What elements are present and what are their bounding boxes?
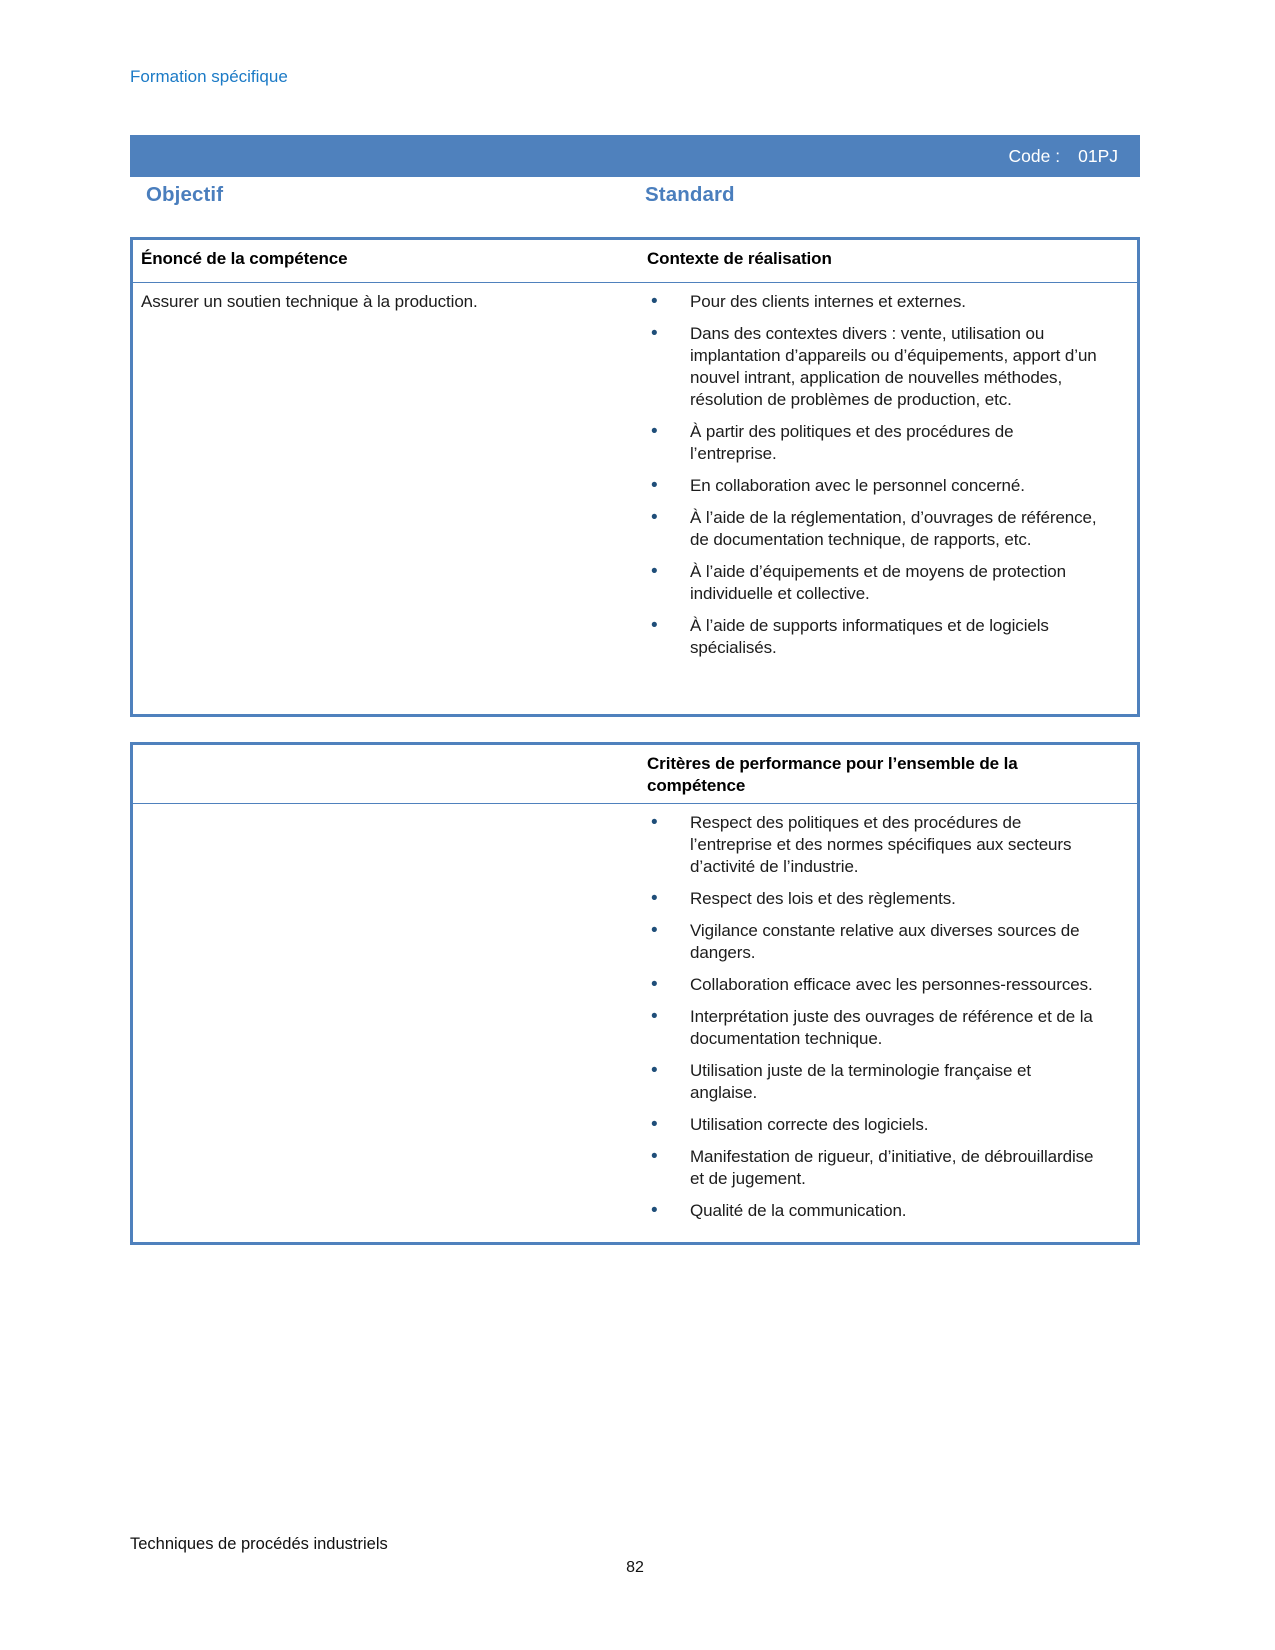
contexte-bullet-list bbox=[647, 291, 1097, 659]
code-value: 01PJ bbox=[1078, 146, 1118, 166]
enonce-header-cell bbox=[133, 240, 639, 282]
enonce-text: Assurer un soutien technique à la production. bbox=[141, 292, 478, 311]
contexte-cell bbox=[639, 283, 1137, 675]
bullet-item: • Respect des politiques et des procédures de l’entreprise et des normes spécifiques aux secteurs d’activité de l’industrie. bbox=[647, 812, 1097, 878]
page-number: 82 bbox=[626, 1559, 644, 1576]
bullet-item: • Respect des lois et des règlements. bbox=[647, 888, 1097, 910]
contexte-header-cell bbox=[639, 240, 1137, 282]
bullet-item: • À l’aide de la réglementation, d’ouvrages de référence, de documentation technique, de rapports, etc. bbox=[647, 507, 1097, 551]
bullet-item: • Vigilance constante relative aux diverses sources de dangers. bbox=[647, 920, 1097, 964]
bullet-item: • Qualité de la communication. bbox=[647, 1200, 1097, 1222]
enonce-cell bbox=[133, 283, 639, 675]
code-label: Code : bbox=[1008, 146, 1061, 166]
performance-table bbox=[130, 742, 1140, 1245]
performance-empty-header-cell bbox=[133, 745, 639, 803]
footer-program-name: Techniques de procédés industriels bbox=[130, 1535, 388, 1553]
bullet-item: • Manifestation de rigueur, d’initiative, de débrouillardise et de jugement. bbox=[647, 1146, 1097, 1190]
bullet-item: • À l’aide d’équipements et de moyens de protection individuelle et collective. bbox=[647, 561, 1097, 605]
contexte-header: Contexte de réalisation bbox=[647, 249, 832, 268]
section-label: Formation spécifique bbox=[130, 67, 288, 86]
criteres-header-cell bbox=[639, 745, 1137, 803]
criteres-bullet-list bbox=[647, 812, 1097, 1222]
bullet-item: • Pour des clients internes et externes. bbox=[647, 291, 1097, 313]
bullet-item: • À l’aide de supports informatiques et de logiciels spécialisés. bbox=[647, 615, 1097, 659]
performance-table-body-row bbox=[133, 804, 1137, 1238]
bullet-item: • Interprétation juste des ouvrages de référence et de la documentation technique. bbox=[647, 1006, 1097, 1050]
bullet-item: • Collaboration efficace avec les personnes-ressources. bbox=[647, 974, 1097, 996]
performance-empty-cell bbox=[133, 804, 639, 1238]
bullet-item: • Utilisation juste de la terminologie française et anglaise. bbox=[647, 1060, 1097, 1104]
bullet-item: • À partir des politiques et des procédures de l’entreprise. bbox=[647, 421, 1097, 465]
bullet-item: • En collaboration avec le personnel concerné. bbox=[647, 475, 1097, 497]
code-banner bbox=[130, 135, 1140, 177]
competence-table bbox=[130, 237, 1140, 717]
heading-standard: Standard bbox=[645, 183, 735, 206]
bullet-item: • Utilisation correcte des logiciels. bbox=[647, 1114, 1097, 1136]
criteres-header: Critères de performance pour l’ensemble de la compétence bbox=[647, 754, 1018, 795]
performance-table-header-row bbox=[133, 745, 1137, 804]
criteres-cell bbox=[639, 804, 1137, 1238]
bullet-item: • Dans des contextes divers : vente, utilisation ou implantation d’appareils ou d’équipements, apport d’un nouvel intrant, application de nouvelles méthodes, résolution de problèmes de production, etc. bbox=[647, 323, 1097, 411]
competence-table-body-row bbox=[133, 283, 1137, 675]
enonce-header: Énoncé de la compétence bbox=[141, 249, 348, 268]
heading-objectif: Objectif bbox=[146, 183, 224, 206]
competence-table-header-row bbox=[133, 240, 1137, 283]
